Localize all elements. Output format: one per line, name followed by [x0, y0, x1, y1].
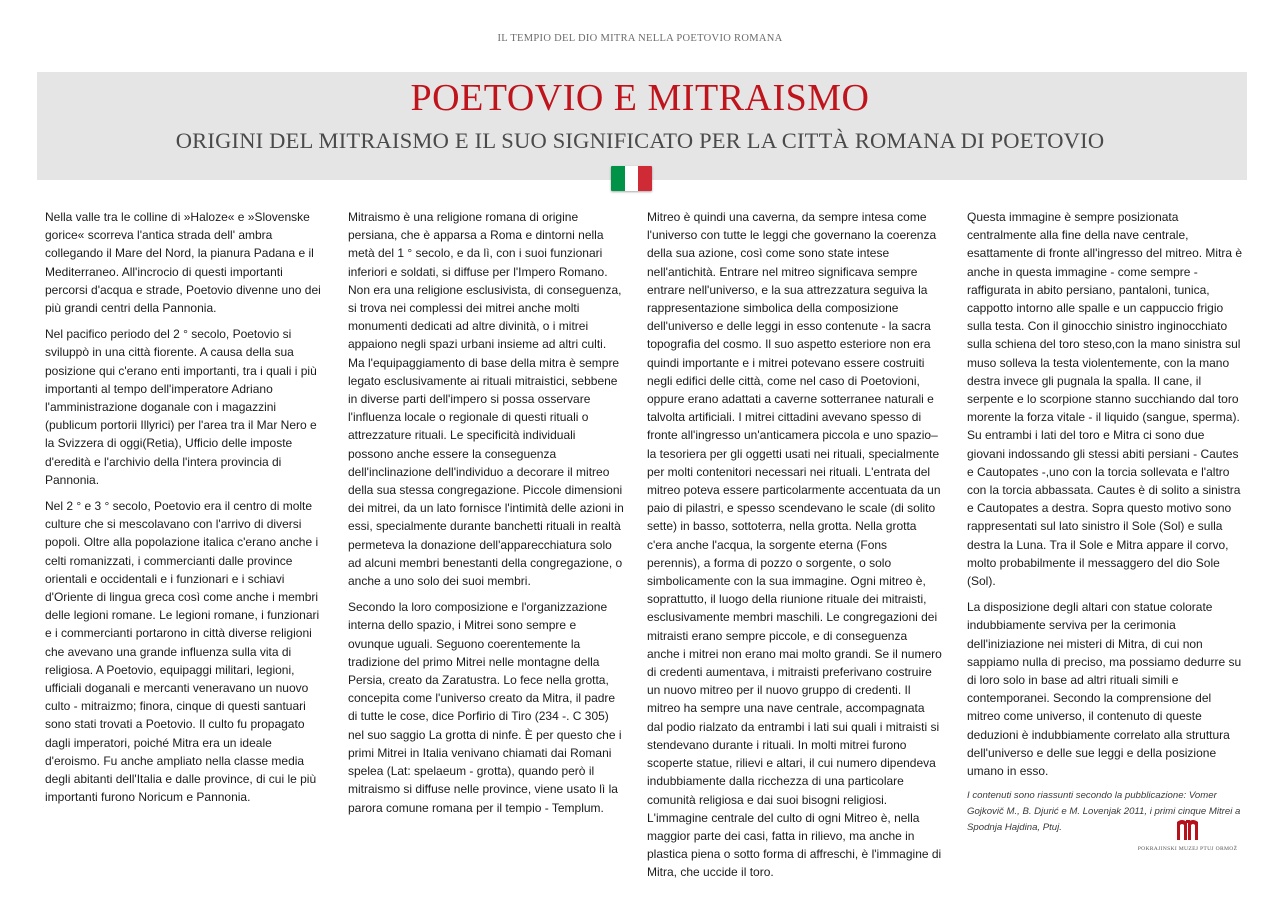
museum-name: POKRAJINSKI MUZEJ PTUJ ORMOŽ	[1137, 846, 1238, 852]
paragraph: Nella valle tra le colline di »Haloze« e »Slovenske gorice« scorreva l'antica strada dell' ambra collegando il Mare del Nord, la pianura Padana e il Mediterraneo. All'incrocio di questi importanti percorsi d'acqua e strade, Poetovio divenne uno dei più grandi centri della Pannonia.	[45, 210, 321, 316]
paragraph: Mitraismo è una religione romana di origine persiana, che è apparsa a Roma e dintorni nella metà del 1 ° secolo, e da lì, con i suoi funzionari inferiori e soldati, si diffuse per l'Impero Romano. Non era una religione esclusivista, di conseguenza, si trova nei complessi dei mitrei anche molti monumenti dedicati ad altre divinità, o i mitrei appaiono negli spazi urbani insieme ad altri culti. Ma l'equipaggiamento di base della mitra è sempre legato esclusivamente ai rituali mitraistici, sebbene in diverse parti dell'impero si possa osservare l'influenza locale o regionale di questi rituali o attrezzature rituali. Le specificità individuali possono anche essere la conseguenza dell'inclinazione dell'individuo a decorare il mitreo della sua stessa congregazione. Piccole dimensioni dei mitrei, da un lato fornisce l'intimità delle azioni in essi, specialmente durante banchetti rituali in realtà permeteva la donazione dell'apparecchiatura solo ad alcuni membri benestanti della congregazione, o anche a uno solo dei suoi membri.	[348, 210, 624, 589]
paragraph: La disposizione degli altari con statue colorate indubbiamente serviva per la cerimonia dell'iniziazione nei misteri di Mitra, di cui non sappiamo nulla di preciso, ma possiamo dedurre su di loro solo in base ad altri rituali simili e contemporanei. Secondo la comprensione del mitreo come universo, il contenuto di queste deduzioni è indubbiamente correlato alla struttura dell'universo e delle sue leggi e della posizione umano in esso.	[967, 600, 1242, 779]
text-column-4	[967, 208, 1243, 844]
paragraph: Questa immagine è sempre posizionata centralmente alla fine della nave centrale, esattamente di fronte all'ingresso del mitreo. Mitra è anche in questa immagine - come sempre - raffigurata in abito persiano, pantaloni, tunica, cappotto intorno alle spalle e un cappuccio frigio sulla testa. Con il ginocchio sinistro inginocchiato sulla schiena del toro steso,con la mano sinistra sul muso solleva la testa violentemente, con la mano destra invece gli pugnala la spalla. Il cane, il serpente e lo scorpione stanno succhiando dal toro morente la forza vitale - il liquido (sangue, sperma). Su entrambi i lati del toro e Mitra ci sono due giovani indossando gli stessi abiti persiani - Cautes e Cautopates -,uno con la torcia sollevata e l'altro con la torcia abbassata. Cautes è di solito a sinistra e Cautopates a destra. Sopra questo motivo sono rappresentati sul lato sinistro il Sole (Sol) e sulla destra la Luna. Tra il Sole e Mitra appare il corvo, molto probabilmente il messaggero del dio Sole (Sol).	[967, 210, 1243, 589]
paragraph: Nel 2 ° e 3 ° secolo, Poetovio era il centro di molte culture che si mescolavano con l'arrivo di diversi popoli. Oltre alla popolazione italica c'erano anche i celti romanizzati, i commercianti dalle province orientali e occidentali e i funzionari e i schiavi d'Oriente di lingua greca così come anche i membri delle legioni romane. Le legioni romane, i funzionari e i commercianti portarono in città diverse religioni che avevano una grande influenza sulla vita di religiosa. A Poetovio, equipaggi militari, legioni, ufficiali doganali e mercanti veneravano un nuovo culto - mitraizmo; finora, cinque di questi santuari sono stati trovati a Poetovio. Il culto fu propagato dagli imperatori, poiché Mitra era un ideale d'eroismo. Fu anche ampliato nella classe media degli abitanti dell'Italia e dalle province, di cui le più importanti furono Noricum e Pannonia.	[45, 499, 320, 805]
paragraph: Secondo la loro composizione e l'organizzazione interna dello spazio, i Mitrei sono sempre e ovunque uguali. Seguono coerentemente la tradizione del primo Mitrei nelle montagne della Persia, creato da Zaratustra. Lo fece nella grotta, concepita come l'universo creato da Mitra, il padre di tutte le cose, dice Porfirio di Tiro (234 -. C 305) nel suo saggio La grotta di ninfe. È per questo che i primi Mitrei in Italia venivano chiamati dai Romani spelea (Lat: spelaeum - grotta), quando però il mitraismo si diffuse nelle province, viene usato lì la parora comune romana per il tempio - Templum.	[348, 600, 622, 815]
flag-stripe-green	[611, 166, 625, 191]
text-column-3	[647, 208, 942, 890]
page-subtitle: ORIGINI DEL MITRAISMO E IL SUO SIGNIFICATO PER LA CITTÀ ROMANA DI POETOVIO	[175, 128, 1105, 153]
text-column-2	[348, 208, 624, 825]
paragraph: Mitreo è quindi una caverna, da sempre intesa come l'universo con tutte le leggi che governano la coerenza della sua azione, così come sono state intese nell'antichità. Entrare nel mitreo significava sempre entrare nell'universo, e la sua attrezzatura seguiva la rappresentazione simbolica della composizione dell'universo e delle leggi in esso contenute - la sacra topografia del cosmo. Il suo aspetto esteriore non era quindi importante e i mitrei potevano essere costruiti negli edifici delle città, come nel caso di Poetovioni, oppure erano adattati a caverne sotterranee naturali e talvolta artificiali. I mitrei cittadini avevano spesso di fronte all'ingresso un'anticamera piccola e uno spazio– la tesoriera per gli oggetti usati nei rituali, specialmente per molti contenitori necessari nei rituali. L'entrata del mitreo poteva essere particolarmente accentuata da un paio di pilastri, e spesso scendevano le scale (di solito sette) in basso, sottoterra, nella grotta. Nella grotta c'era anche l'acqua, la sorgente eterna (Fons perennis), a forma di pozzo o sorgente, o solo simbolicamente con la sua immagine. Ogni mitreo è, soprattutto, il luogo della riunione rituale dei mitraisti, esclusivamente membri maschili. Le congregazioni dei mitraisti erano sempre piccole, e di conseguenza anche i mitrei non erano mai molto grandi. Se il numero di credenti aumentava, i mitraisti preferivano costruire un nuovo mitreo per il nuovo gruppo di credenti. Il mitreo ha sempre una nave centrale, accompagnata dal podio rialzato da entrambi i lati sui quali i mitraisti si stendevano durante i rituali. In molti mitrei furono scoperte statue, rilievi e altari, il cui numero dipendeva indubbiamente dalla ricchezza di una particolare comunità religiosa e dai suoi bisogni religiosi. L'immagine centrale del culto di ogni Mitreo è, nella maggior parte dei casi, fatta in rilievo, ma anche in plastica piena o sotto forma di affreschi, è l'immagine di Mitra, che uccide il toro.	[647, 210, 942, 880]
museum-logo-icon	[1175, 818, 1201, 842]
flag-stripe-red	[638, 166, 652, 191]
running-header: IL TEMPIO DEL DIO MITRA NELLA POETOVIO ROMANA	[497, 33, 783, 44]
page-title: POETOVIO E MITRAISMO	[410, 77, 870, 119]
source-note: I contenuti sono riassunti secondo la pubblicazione: Vomer Gojkovič M., B. Djurić e M. Lovenjak 2011, i primi cinque Mitrei a Spodnja Hajdina, Ptuj.	[967, 790, 1241, 834]
museum-logo	[1130, 818, 1245, 852]
text-column-1	[45, 208, 321, 815]
paragraph: Nel pacifico periodo del 2 ° secolo, Poetovio si sviluppò in una città fiorente. A causa della sua posizione qui c'erano enti importanti, tra i quali i più importanti al tempo dell'imperatore Adriano l'amministrazione doganale con i magazzini (publicum portorii Illyrici) per l'area tra il Mar Nero e la Svizzera di oggi(Retia), Ufficio delle imposte d'eredità e l'archivio della l'intera provincia di Pannonia.	[45, 327, 317, 487]
italian-flag-icon	[611, 166, 652, 191]
flag-stripe-white	[625, 166, 639, 191]
